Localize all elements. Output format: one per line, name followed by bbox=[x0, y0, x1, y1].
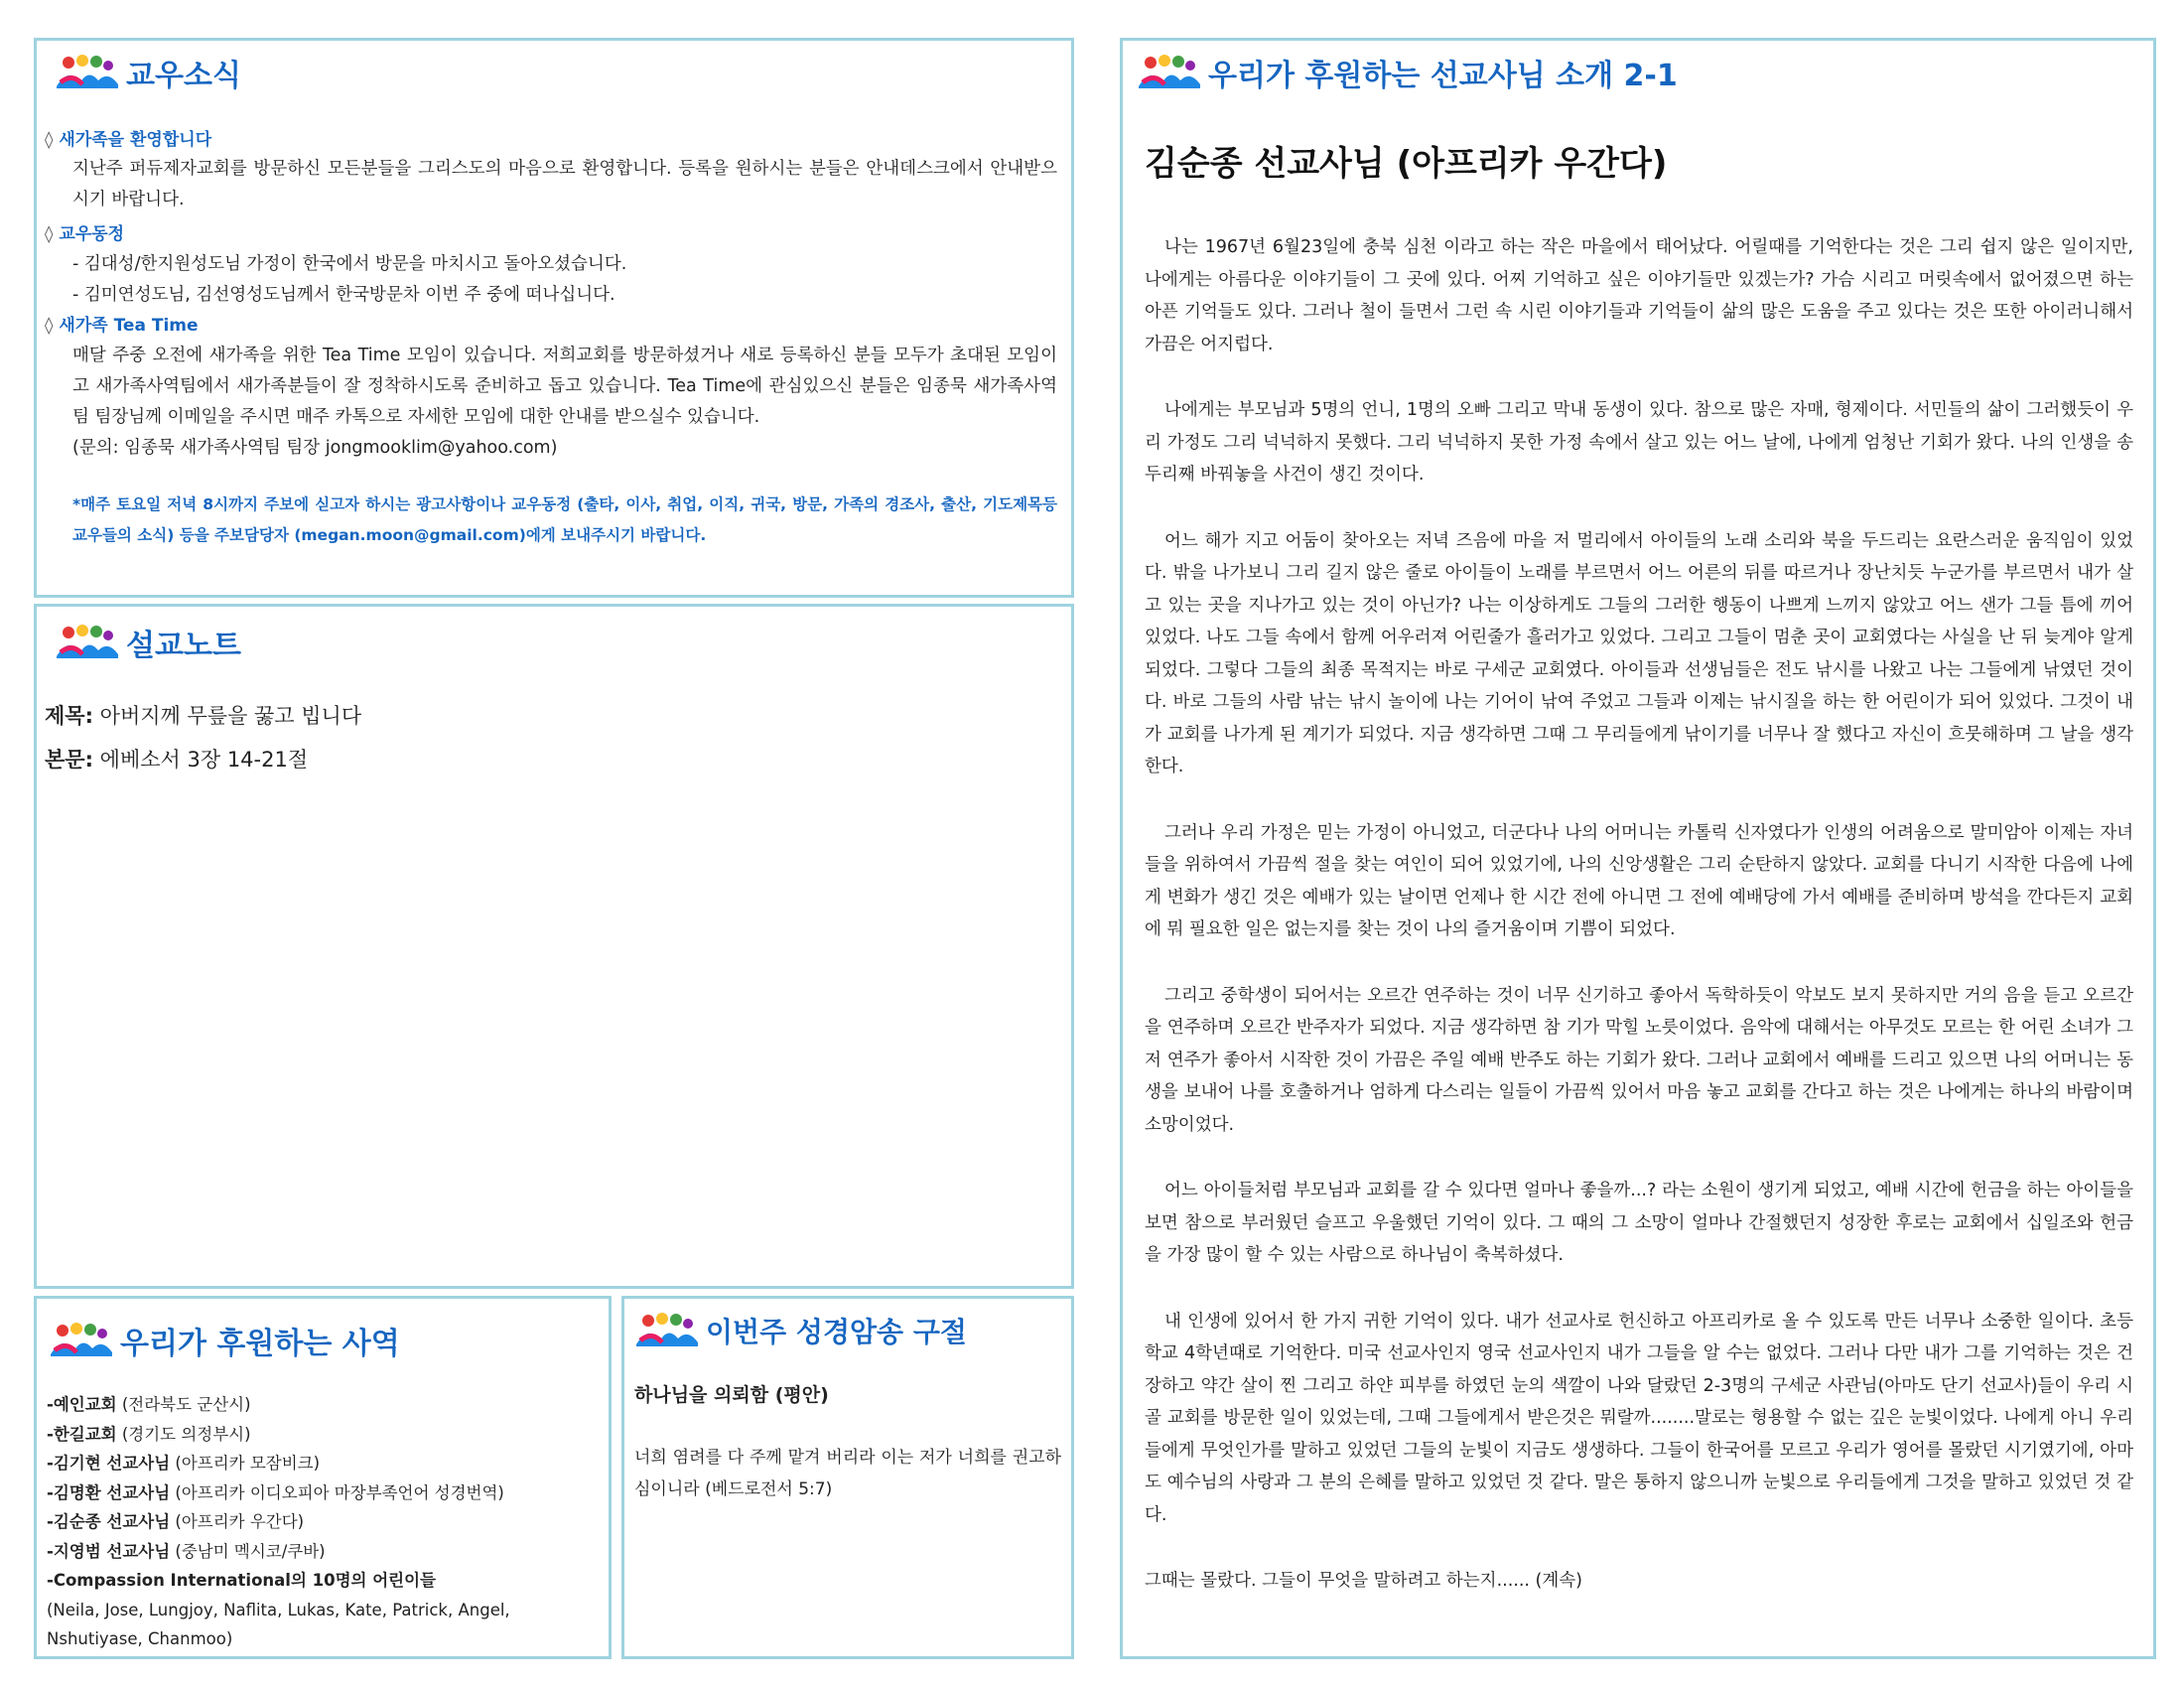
people-logo-icon bbox=[1137, 53, 1202, 92]
ministries-header bbox=[49, 1319, 400, 1362]
ministry-item: -김기현 선교사님 (아프리카 모잠비크) bbox=[47, 1454, 321, 1473]
missionary-intro-panel bbox=[1120, 38, 2156, 1659]
bulletin-notice: *매주 토요일 저녁 8시까지 주보에 싣고자 하시는 광고사항이나 교우동정 (출타, 이사, 취업, 이직, 귀국, 방문, 가족의 경조사, 출산, 기도제목등 교우들의 소식) 등을 주보담당자 (megan.moon@gmail.com)에게 보내주시기 바랍니다. bbox=[72, 495, 1057, 544]
updates-heading: ◊ 교우동정 bbox=[45, 224, 125, 244]
sermon-note-title: 설교노트 bbox=[126, 629, 241, 663]
tea-time-text: 매달 주중 오전에 새가족을 위한 Tea Time 모임이 있습니다. 저희교회를 방문하셨거나 새로 등록하신 분들 모두가 초대된 모임이고 새가족사역팀에서 새가족분들이 잘 정착하시도록 준비하고 돕고 있습니다. Tea Time에 관심있으신 분들은 임종묵 새가족사역팀 팀장님께 이메일을 주시면 매주 카톡으로 자세한 모임에 대한 안내를 받으실수 있습니다. bbox=[72, 346, 1057, 427]
story-paragraph: 내 인생에 있어서 한 가지 귀한 기억이 있다. 내가 선교사로 헌신하고 아프리카로 올 수 있도록 만든 너무나 소중한 일이다. 초등학교 4학년때로 기억한다. 미국 선교사인지 영국 선교사인지 내가 그들을 알 수는 없었다. 그러나 다만 내가 그를 기억하는 것은 건장하고 약간 살이 찐 그리고 하얀 피부를 하였던 눈의 색깔이 나와 달랐던 2-3명의 구세군 사관님(아마도 단기 선교사)들이 우리 시골 교회를 방문한 일이 있었는데, 그때 그들에게서 받은것은 뭐랄까........말로는 형용할 수 없는 깊은 눈빛이었다. 나에게 아니 우리들에게 무엇인가를 말하고 있었던 그들의 눈빛이 지금도 생생하다. 그들이 한국어를 모르고 우리가 영어를 몰랐던 시기였기에, 아마도 예수님의 사랑과 그 분의 은혜를 말하고 있었던 것 같다. 말은 통하지 않으니까 눈빛으로 우리들에게 그것을 말하고 있었던 것 같다. bbox=[1145, 1311, 2133, 1525]
memory-verse-text: 너희 염려를 다 주께 맡겨 버리라 이는 저가 너희를 권고하심이니라 (베드로전서 5:7) bbox=[634, 1448, 1061, 1499]
people-logo-icon bbox=[634, 1311, 700, 1350]
story-paragraph: 그러나 우리 가정은 믿는 가정이 아니었고, 더군다나 나의 어머니는 카톨릭 신자였다가 인생의 어려움으로 말미암아 이제는 자녀들을 위하여서 가끔씩 절을 찾는 여인이 되어 있었기에, 나의 신앙생활은 그리 순탄하지 않았다. 교회를 다니기 시작한 다음에 나에게 변화가 생긴 것은 예배가 있는 날이면 언제나 한 시간 전에 아니면 그 전에 예배당에 가서 예배를 준비하며 방석을 깐다든지 교회에 뭐 필요한 일은 없는지를 찾는 것이 나의 즐거움이며 기쁨이 되었다. bbox=[1145, 822, 2133, 939]
missionary-story bbox=[1145, 231, 2133, 1631]
missionary-intro-header bbox=[1137, 51, 1678, 94]
church-news-title: 교우소식 bbox=[126, 59, 241, 93]
ministry-item: -Compassion International의 10명의 어린이들 bbox=[47, 1571, 436, 1590]
ministries-title: 우리가 후원하는 사역 bbox=[120, 1327, 400, 1361]
ministry-item: -김순종 선교사님 (아프리카 우간다) bbox=[47, 1512, 305, 1531]
sermon-subject-value: 아버지께 무릎을 꿇고 빕니다 bbox=[99, 704, 362, 728]
sermon-text-value: 에베소서 3장 14-21절 bbox=[99, 748, 309, 772]
story-paragraph: 그리고 중학생이 되어서는 오르간 연주하는 것이 너무 신기하고 좋아서 독학하듯이 악보도 보지 못하지만 거의 음을 듣고 오르간을 연주하며 오르간 반주자가 되었다. 지금 생각하면 참 기가 막힐 노릇이었다. 음악에 대해서는 아무것도 모르는 한 어린 소녀가 그저 연주가 좋아서 시작한 것이 가끔은 주일 예배 반주도 하는 기회가 왔다. 그러나 교회에서 예배를 드리고 있으면 나의 어머니는 동생을 보내어 나를 호출하거나 엄하게 다스리는 일들이 가끔씩 있어서 마음 놓고 교회를 간다고 하는 것은 나에게는 하나의 바람이며 소망이었다. bbox=[1145, 985, 2133, 1135]
sermon-subject bbox=[45, 694, 361, 738]
ministry-item: -예인교회 (전라북도 군산시) bbox=[47, 1395, 251, 1414]
sermon-subject-label: 제목: bbox=[45, 704, 93, 728]
story-paragraph: 어느 아이들처럼 부모님과 교회를 갈 수 있다면 얼마나 좋을까...? 라는 소원이 생기게 되었고, 예배 시간에 헌금을 하는 아이들을 보면 참으로 부러웠던 슬프고 우울했던 기억이 있다. 그 때의 그 소망이 얼마나 간절했던지 성장한 후로는 교회에서 십일조와 헌금을 가장 많이 할 수 있는 사람으로 하나님이 축복하셨다. bbox=[1145, 1181, 2133, 1265]
ministry-item: -김명환 선교사님 (아프리카 이디오피아 마장부족언어 성경번역) bbox=[47, 1482, 504, 1502]
welcome-heading: ◊ 새가족을 환영합니다 bbox=[45, 130, 212, 150]
tea-time-heading: ◊ 새가족 Tea Time bbox=[45, 316, 199, 336]
sermon-note-panel bbox=[34, 604, 1074, 1289]
story-paragraph: 어느 해가 지고 어둠이 찾아오는 저녁 즈음에 마을 저 멀리에서 아이들의 노래 소리와 북을 두드리는 요란스러운 움직임이 있었다. 밖을 나가보니 그리 길지 않은 줄로 아이들이 노래를 부르면서 어느 어른의 뒤를 따르거나 장난치듯 누군가를 부르면서 내가 살고 있는 곳을 지나가고 있는 것이 아닌가? 나는 이상하게도 그들의 그러한 행동이 나쁘게 느끼지 않았고 어느 샌가 그들 틈에 끼어 있었다. 나도 그들 속에서 함께 어우러져 어린줄가 흘러가고 있었다. 그리고 그들이 멈춘 곳이 교회였다는 사실을 난 뒤 늦게야 알게 되었다. 그렇다 그들의 최종 목적지는 바로 구세군 교회였다. 아이들과 선생님들은 전도 낚시를 나왔고 나는 그들에게 낚였던 것이다. 바로 그들의 사람 낚는 낚시 놀이에 나는 기어이 낚여 주었고 그들과 이제는 낚시질을 하는 한 어린이가 되어 있었다. 그것이 내가 교회를 나가게 된 계기가 되었다. 지금 생각하면 그때 그 무리들에게 낚이기를 너무나 잘 했다고 자신이 흐뭇해하며 그 날을 생각한다. bbox=[1145, 530, 2133, 776]
welcome-text: 지난주 퍼듀제자교회를 방문하신 모든분들을 그리스도의 마음으로 환영합니다. 등록을 원하시는 분들은 안내데스크에서 안내받으시기 바랍니다. bbox=[72, 159, 1057, 210]
memory-verse-heading: 하나님을 의뢰함 (평안) bbox=[634, 1384, 829, 1406]
compassion-children: (Neila, Jose, Lungjoy, Naflita, Lukas, Kate, Patrick, Angel, Nshutiyase, Chanmoo) bbox=[47, 1600, 510, 1648]
diamond-bullet-icon: ◊ bbox=[45, 130, 54, 150]
ministry-item: -한길교회 (경기도 의정부시) bbox=[47, 1424, 251, 1444]
diamond-bullet-icon: ◊ bbox=[45, 316, 54, 336]
ministries-panel bbox=[34, 1296, 612, 1659]
people-logo-icon bbox=[55, 623, 120, 662]
tea-time-contact: (문의: 임종묵 새가족사역팀 팀장 jongmooklim@yahoo.com) bbox=[72, 438, 558, 458]
story-paragraph: 나에게는 부모님과 5명의 언니, 1명의 오빠 그리고 막내 동생이 있다. 참으로 많은 자매, 형제이다. 서민들의 삶이 그러했듯이 우리 가정도 그리 넉넉하지 못했다. 그리 넉넉하지 못한 가정 속에서 살고 있는 어느 날에, 나에게 엄청난 기회가 왔다. 나의 인생을 송두리째 바꿔놓을 사건이 생긴 것이다. bbox=[1145, 400, 2133, 485]
people-logo-icon bbox=[49, 1321, 114, 1360]
missionary-intro-title: 우리가 후원하는 선교사님 소개 2-1 bbox=[1208, 59, 1678, 93]
memory-verse-header bbox=[634, 1311, 967, 1350]
ministry-item: -지영범 선교사님 (중남미 멕시코/쿠바) bbox=[47, 1541, 326, 1561]
updates-item: - 김대성/한지원성도님 가정이 한국에서 방문을 마치시고 돌아오셨습니다. bbox=[72, 254, 627, 274]
sermon-text bbox=[45, 738, 361, 781]
sermon-text-label: 본문: bbox=[45, 748, 93, 772]
diamond-bullet-icon: ◊ bbox=[45, 224, 54, 244]
memory-verse-title: 이번주 성경암송 구절 bbox=[706, 1316, 967, 1348]
church-news-header bbox=[55, 51, 241, 94]
updates-item: - 김미연성도님, 김선영성도님께서 한국방문차 이번 주 중에 떠나십니다. bbox=[72, 285, 615, 305]
story-paragraph: 나는 1967년 6월23일에 충북 심천 이라고 하는 작은 마을에서 태어났다. 어릴때를 기억한다는 것은 그리 쉽지 않은 일이지만, 나에게는 아름다운 이야기들이 그 곳에 있다. 어찌 기억하고 싶은 이야기들만 있겠는가? 가슴 시리고 머릿속에서 없어졌으면 하는 아픈 기억들도 있다. 그러나 철이 들면서 그런 속 시린 이야기들과 기억들이 삶의 많은 도움을 주고 있다는 것은 또한 아이러니해서 가끔은 어지럽다. bbox=[1145, 237, 2133, 354]
story-paragraph: 그때는 몰랐다. 그들이 무엇을 말하려고 하는지...... (계속) bbox=[1145, 1571, 1582, 1591]
sermon-note-header bbox=[55, 621, 241, 664]
church-news-panel bbox=[34, 38, 1074, 598]
people-logo-icon bbox=[55, 53, 120, 92]
memory-verse-panel bbox=[621, 1296, 1074, 1659]
missionary-name: 김순종 선교사님 (아프리카 우간다) bbox=[1145, 144, 1668, 184]
